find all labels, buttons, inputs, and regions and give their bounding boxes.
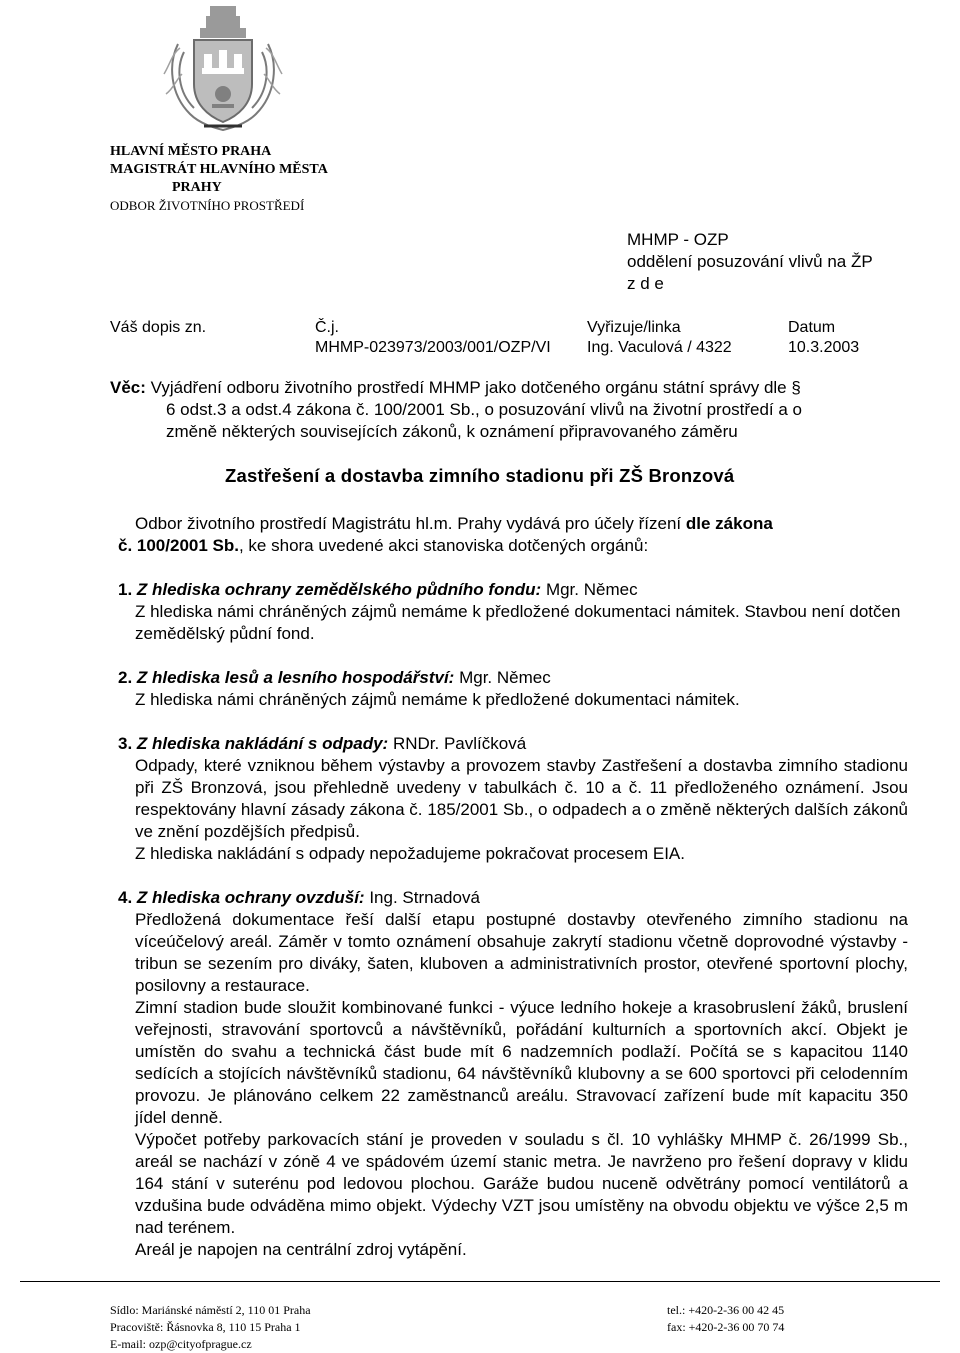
reference-value-handler: Ing. Vaculová / 4322 bbox=[587, 339, 732, 356]
footer-phone: tel.: +420-2-36 00 42 45 bbox=[667, 1303, 785, 1317]
section-title: Z hlediska ochrany ovzduší: bbox=[136, 888, 365, 907]
intro-law: dle zákona bbox=[685, 514, 773, 533]
section-paragraph: Areál je napojen na centrální zdroj vytápění. bbox=[135, 1240, 467, 1259]
section-paragraph: Výpočet potřeby parkovacích stání je proveden v souladu s čl. 10 vyhlášky MHMP č. 26/1999 Sb., areál se nachází v zóně 4 ve spádovém území stanic metra. Je navrženo pro řešení dopravy v klidu 164 stání v suterénu pod ledovou plochou. Garáže budou nuceně odvětrány pomocí ventilátorů a vzdušina bude odváděna mimo objekt. Výdechy VZT jsou umístěny na obvodu objektu ve výšce 2,5 m nad terénem. bbox=[135, 1130, 908, 1237]
subject-label: Věc: bbox=[110, 378, 146, 397]
letterhead-line: HLAVNÍ MĚSTO PRAHA bbox=[110, 144, 272, 159]
footer-seat: Sídlo: Mariánské náměstí 2, 110 01 Praha bbox=[110, 1303, 311, 1317]
subject-text: 6 odst.3 a odst.4 zákona č. 100/2001 Sb., o posuzování vlivů na životní prostředí a o bbox=[166, 400, 803, 419]
recipient-line: oddělení posuzování vlivů na ŽP bbox=[627, 252, 873, 271]
intro-paragraph bbox=[118, 513, 918, 557]
project-title: Zastřešení a dostavba zimního stadionu při ZŠ Bronzová bbox=[225, 465, 735, 486]
section-title: Z hlediska lesů a lesního hospodářství: bbox=[136, 668, 455, 687]
intro-text: , ke shora uvedené akci stanoviska dotčených orgánů: bbox=[238, 536, 649, 555]
section-number: 2. bbox=[118, 668, 133, 687]
section-person: RNDr. Pavlíčková bbox=[392, 734, 527, 753]
letterhead bbox=[110, 143, 328, 215]
section-title: Z hlediska nakládání s odpady: bbox=[136, 734, 389, 753]
footer-address bbox=[110, 1302, 311, 1353]
section-paragraph: Předložená dokumentace řeší další etapu postupné dostavby otevřeného zimního stadionu na víceúčelový areál. Záměr v tomto oznámení obsahuje zakrytí stadionu včetně doprovodné výstavby - tribun se sezením pro diváky, šaten, kluboven a administrativních prostor, otevřené sportovní plochy, posilovny a restaurace. bbox=[135, 910, 908, 995]
section-paragraph: Z hlediska námi chráněných zájmů nemáme k předložené dokumentaci námitek. Stavbou není dotčen zemědělský půdní fond. bbox=[135, 602, 901, 643]
intro-law-number: č. 100/2001 Sb. bbox=[118, 536, 239, 555]
section-person: Ing. Strnadová bbox=[369, 888, 480, 907]
footer-email[interactable]: E-mail: ozp@cityofprague.cz bbox=[110, 1337, 252, 1351]
section-number: 3. bbox=[118, 734, 133, 753]
recipient-address bbox=[627, 229, 873, 295]
letterhead-line: ODBOR ŽIVOTNÍHO PROSTŘEDÍ bbox=[110, 198, 305, 213]
recipient-line: z d e bbox=[627, 274, 664, 293]
section-paragraph: Zimní stadion bude sloužit kombinované funkci - výuce ledního hokeje a krasobruslení žáků, bruslení veřejnosti, stravování sportovců a návštěvníků, pořádání kulturních a sportovních akcí. Objekt je umístěn do svahu a technická část bude mít 6 nadzemních podlaží. Počítá se s kapacitou 1140 sedících a stojících návštěvníků stadionu, 64 návštěvníků klubovny a se 600 sportovci při celodenním provozu. Je plánováno celkem 22 zaměstnanců areálu. Stravovací zařízení bude mít kapacitu 350 jídel denně. bbox=[135, 998, 908, 1127]
section-paragraph: Odpady, které vzniknou během výstavby a provozem stavby Zastřešení a dostavba zimního stadionu při ZŠ Bronzová, jsou přehledně uvedeny v tabulkách č. 10 a č. 11 předloženého oznámení. Jsou respektovány hlavní zásady zákona č. 185/2001 Sb., o odpadech a o změně některých dalších zákonů ve znění pozdějších předpisů. bbox=[135, 756, 908, 841]
section-number: 1. bbox=[118, 580, 133, 599]
letterhead-line: PRAHY bbox=[172, 180, 222, 195]
reference-header-handler: Vyřizuje/linka bbox=[587, 319, 681, 336]
section-number: 4. bbox=[118, 888, 133, 907]
reference-header-your-letter: Váš dopis zn. bbox=[110, 319, 207, 336]
subject-block bbox=[110, 377, 910, 443]
subject-text: Vyjádření odboru životního prostředí MHMP jako dotčeného orgánu státní správy dle § bbox=[150, 378, 801, 397]
section-person: Mgr. Němec bbox=[459, 668, 551, 687]
footer-workplace: Pracoviště: Řásnovka 8, 110 15 Praha 1 bbox=[110, 1320, 301, 1334]
footer-fax: fax: +420-2-36 00 70 74 bbox=[667, 1320, 785, 1334]
footer-divider bbox=[20, 1281, 940, 1282]
intro-text: Odbor životního prostředí Magistrátu hl.m. Prahy vydává pro účely řízení bbox=[135, 514, 682, 533]
section-paragraph: Z hlediska nakládání s odpady nepožadujeme pokračovat procesem EIA. bbox=[135, 844, 685, 863]
reference-header-ref-number: Č.j. bbox=[315, 319, 339, 336]
reference-value-date: 10.3.2003 bbox=[788, 339, 860, 356]
reference-value-ref-number: MHMP-023973/2003/001/OZP/VI bbox=[315, 339, 551, 356]
section-4 bbox=[118, 887, 908, 1261]
letterhead-line: MAGISTRÁT HLAVNÍHO MĚSTA bbox=[110, 162, 328, 177]
section-paragraph: Z hlediska námi chráněných zájmů nemáme k předložené dokumentaci námitek. bbox=[135, 690, 740, 709]
section-person: Mgr. Němec bbox=[545, 580, 638, 599]
subject-text: změně některých souvisejících zákonů, k oznámení připravovaného záměru bbox=[166, 422, 738, 441]
section-1 bbox=[118, 579, 908, 645]
footer-contacts bbox=[667, 1302, 784, 1336]
recipient-line: MHMP - OZP bbox=[627, 230, 729, 249]
section-2 bbox=[118, 667, 908, 711]
section-title: Z hlediska ochrany zemědělského půdního fondu: bbox=[136, 580, 542, 599]
section-3 bbox=[118, 733, 908, 865]
reference-header-date: Datum bbox=[788, 319, 836, 336]
prague-coat-of-arms-logo bbox=[160, 4, 286, 134]
